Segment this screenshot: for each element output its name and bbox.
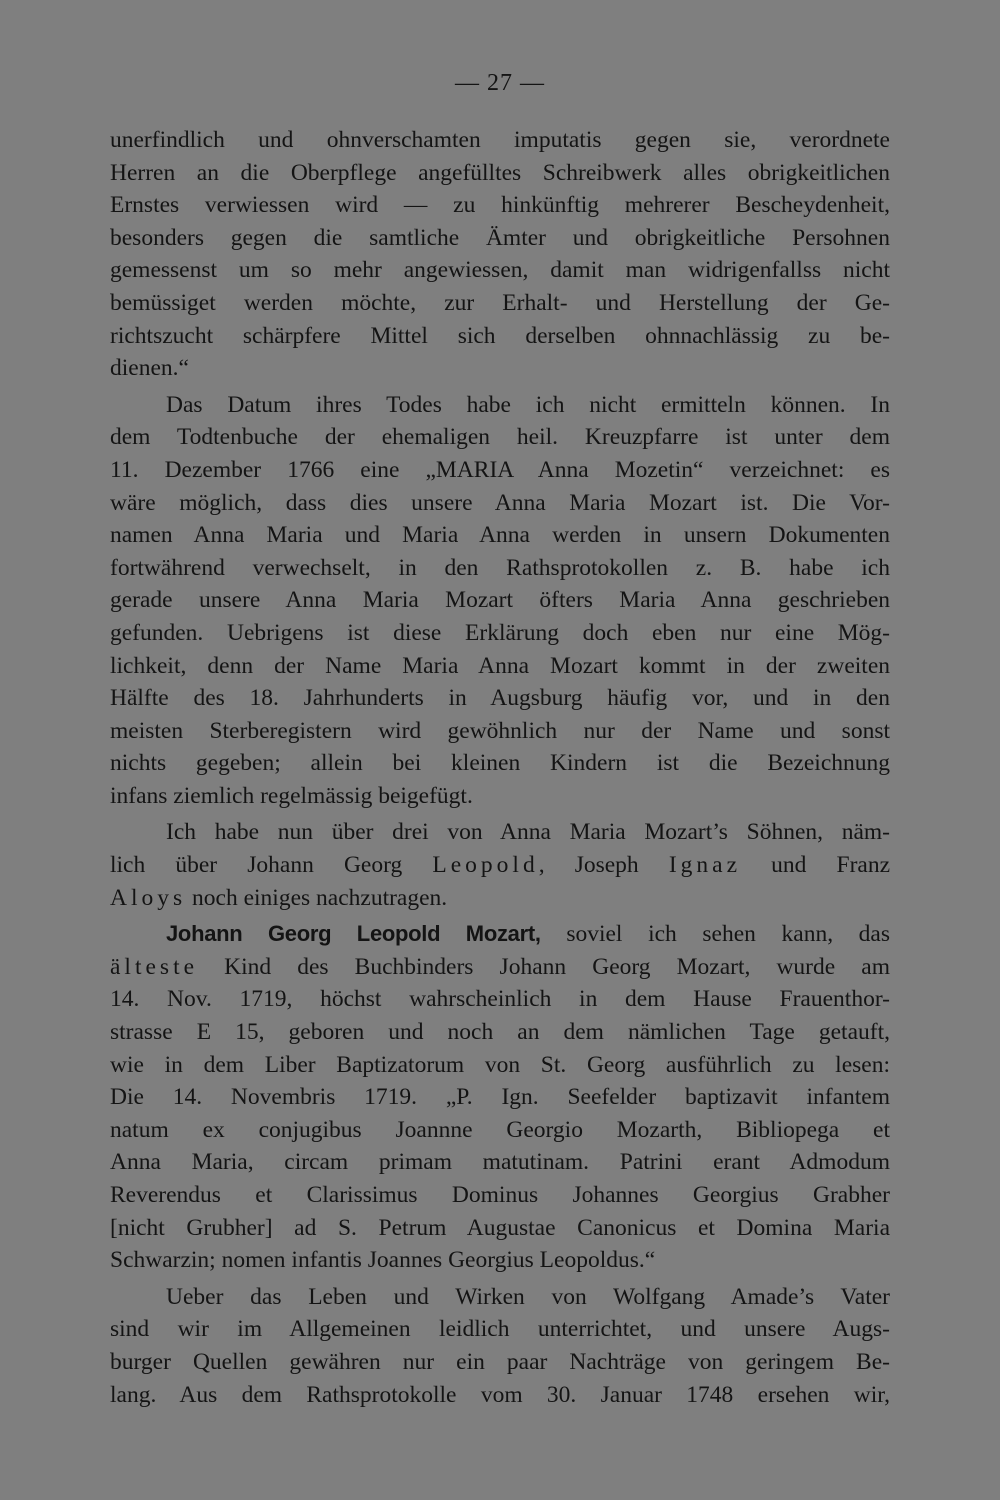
text-line: sind wir im Allgemeinen leidlich unterrichtet, und unsere Augs- — [110, 1316, 890, 1343]
text-line — [110, 882, 890, 915]
text-line: Schwarzin; nomen infantis Joannes Georgius Leopoldus.“ — [110, 1247, 656, 1274]
text-line: [nicht Grubher] ad S. Petrum Augustae Canonicus et Domina Maria — [110, 1214, 890, 1241]
spaced-name: Ignaz — [668, 852, 741, 879]
text-line: gefunden. Uebrigens ist diese Erklärung doch eben nur eine Mög- — [110, 619, 890, 646]
text-line: natum ex conjugibus Joannne Georgio Mozarth, Bibliopega et — [110, 1116, 890, 1143]
text-line: infans ziemlich regelmässig beigefügt. — [110, 782, 473, 809]
text-line: Ueber das Leben und Wirken von Wolfgang Amade’s Vater — [166, 1283, 890, 1310]
text-line: Anna Maria, circam primam matutinam. Patrini erant Admodum — [110, 1149, 890, 1176]
text-run: noch einiges nachzutragen. — [192, 884, 448, 911]
text-line: Hälfte des 18. Jahrhunderts in Augsburg häufig vor, und in den — [110, 685, 890, 712]
text-line: Ernstes verwiessen wird — zu hinkünftig mehrerer Bescheydenheit, — [110, 192, 890, 219]
text-line: strasse E 15, geboren und noch an dem nämlichen Tage getauft, — [110, 1019, 890, 1046]
text-line: burger Quellen gewähren nur ein paar Nachträge von geringem Be- — [110, 1348, 890, 1375]
text-line: lang. Aus dem Rathsprotokolle vom 30. Januar 1748 ersehen wir, — [110, 1381, 890, 1408]
text-line: nichts gegeben; allein bei kleinen Kindern ist die Bezeichnung — [110, 750, 890, 777]
text-line: besonders gegen die samtliche Ämter und obrigkeitliche Persohnen — [110, 224, 890, 251]
text-line: Ich habe nun über drei von Anna Maria Mozart’s Söhnen, näm- — [166, 819, 890, 846]
page-number: — 27 — — [455, 70, 545, 96]
text-line — [110, 918, 890, 951]
text-line — [110, 951, 890, 984]
text-line: gerade unsere Anna Maria Mozart öfters Maria Anna geschrieben — [110, 587, 890, 614]
text-line: namen Anna Maria und Maria Anna werden in unsern Dokumenten — [110, 522, 890, 549]
text-run: lich über Johann Georg — [110, 852, 403, 879]
text-line — [110, 849, 890, 882]
text-run: Kind des Buchbinders Johann Georg Mozart, wurde am — [224, 953, 890, 980]
spaced-word: älteste — [110, 953, 199, 980]
text-line: wie in dem Liber Baptizatorum von St. Georg ausführlich zu lesen: — [110, 1051, 890, 1078]
text-line: Reverendus et Clarissimus Dominus Johannes Georgius Grabher — [110, 1182, 890, 1208]
text-line: Herren an die Oberpflege angefülltes Schreibwerk alles obrigkeitlichen — [110, 159, 890, 186]
bold-heading-name: Johann Georg Leopold Mozart, — [166, 921, 541, 947]
text-line: lichkeit, denn der Name Maria Anna Mozart kommt in der zweiten — [110, 652, 890, 679]
text-line: wäre möglich, dass dies unsere Anna Maria Mozart ist. Die Vor- — [110, 489, 890, 516]
text-line: bemüssiget werden möchte, zur Erhalt- und Herstellung der Ge- — [110, 289, 890, 316]
text-line: gemessenst um so mehr angewiessen, damit man widrigenfallss nicht — [110, 257, 890, 284]
text-line: Das Datum ihres Todes habe ich nicht ermitteln können. In — [166, 391, 890, 418]
text-line: fortwährend verwechselt, in den Rathsprotokollen z. B. habe ich — [110, 554, 890, 581]
text-line: dem Todtenbuche der ehemaligen heil. Kreuzpfarre ist unter dem — [110, 424, 890, 451]
text-run: soviel ich sehen kann, das — [566, 921, 891, 948]
spaced-name: Aloys — [110, 884, 187, 911]
body-text — [110, 124, 890, 1411]
text-line: dienen.“ — [110, 355, 189, 382]
spaced-name: Leopold — [432, 852, 539, 879]
text-line: Die 14. Novembris 1719. „P. Ign. Seefelder baptizavit infantem — [110, 1084, 890, 1111]
text-line: unerfindlich und ohnverschamten imputatis gegen sie, verordnete — [110, 127, 890, 153]
text-run: und Franz — [771, 852, 891, 879]
text-line: meisten Sterberegistern wird gewöhnlich nur der Name und sonst — [110, 717, 890, 744]
text-line: richtszucht schärpfere Mittel sich derselben ohnnachlässig zu be- — [110, 322, 890, 349]
text-run: , Joseph — [538, 852, 639, 879]
text-line: 11. Dezember 1766 eine „MARIA Anna Mozetin“ verzeichnet: es — [110, 456, 890, 483]
text-line: 14. Nov. 1719, höchst wahrscheinlich in dem Hause Frauenthor- — [110, 986, 890, 1013]
